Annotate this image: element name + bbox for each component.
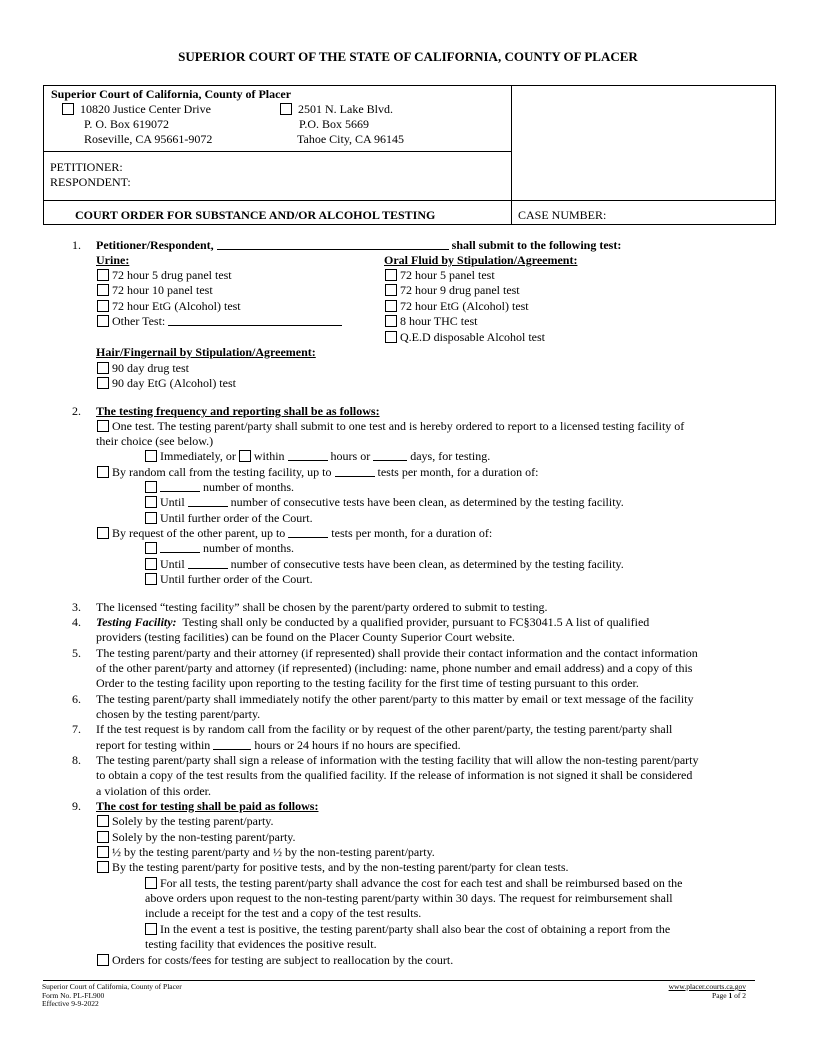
one-test-cont: their choice (see below.) — [96, 434, 214, 448]
footer-rule — [43, 980, 755, 981]
request-checkbox[interactable] — [97, 527, 109, 539]
s4-text: Testing Facility: Testing shall only be conducted by a qualified provider, pursuant to FC§3041.5 A list of qualified — [96, 615, 650, 629]
one-test-checkbox[interactable] — [97, 420, 109, 432]
s6-a: The testing parent/party shall immediately notify the other parent/party to this matter by email or text message of the facility — [96, 692, 694, 706]
oral-option: 72 hour 9 drug panel test — [385, 283, 520, 297]
cost-checkbox[interactable] — [97, 846, 109, 858]
report-hours-blank[interactable] — [213, 738, 251, 750]
s4-num: 4. — [72, 615, 81, 629]
random-call-checkbox[interactable] — [97, 466, 109, 478]
s8-c: a violation of this order. — [96, 784, 211, 798]
oral-option: Q.E.D disposable Alcohol test — [385, 330, 545, 344]
urine-checkbox[interactable] — [97, 284, 109, 296]
until-checkbox[interactable] — [145, 496, 157, 508]
cost-checkbox[interactable] — [97, 954, 109, 966]
random-call-option: By random call from the testing facility, up to tests per month, for a duration of: — [97, 465, 538, 479]
petitioner-label: PETITIONER: — [50, 160, 123, 174]
page-number: Page 1 of 2 — [712, 990, 746, 1000]
oral-option: 72 hour EtG (Alcohol) test — [385, 299, 529, 313]
cost-sub-option: For all tests, the testing parent/party shall advance the cost for each test and shall be reimbursed based on the — [145, 876, 683, 890]
one-test-option: One test. The testing parent/party shall submit to one test and is hereby ordered to report to a licensed testing facility of — [97, 419, 684, 433]
respondent-label: RESPONDENT: — [50, 175, 131, 189]
until-checkbox[interactable] — [145, 558, 157, 570]
s3-text: The licensed “testing facility” shall be chosen by the parent/party ordered to submit to testing. — [96, 600, 548, 614]
loc1-line3: Roseville, CA 95661-9072 — [84, 132, 213, 146]
hair-checkbox[interactable] — [97, 377, 109, 389]
party-name-blank[interactable] — [217, 238, 449, 250]
s7-a: If the test request is by random call from the facility or by request of the other parent/party, the testing parent/party shall — [96, 722, 673, 736]
hair-heading: Hair/Fingernail by Stipulation/Agreement: — [96, 345, 316, 359]
cost-option: Solely by the testing parent/party. — [97, 814, 274, 828]
loc1-line2: P. O. Box 619072 — [84, 117, 170, 131]
cost-sub-checkbox[interactable] — [145, 923, 157, 935]
months-blank[interactable] — [160, 541, 200, 553]
s1-num: 1. — [72, 238, 81, 252]
s2-heading: The testing frequency and reporting shall be as follows: — [96, 404, 380, 418]
urine-option: 72 hour 10 panel test — [97, 283, 213, 297]
request-further-row: Until further order of the Court. — [145, 572, 313, 586]
sub1b: above orders upon request to the non-testing parent/party within 30 days. The request for reimbursement shall — [145, 891, 673, 905]
urine-heading: Urine: — [96, 253, 130, 267]
hair-option: 90 day drug test — [97, 361, 189, 375]
s3-num: 3. — [72, 600, 81, 614]
loc2-line3: Tahoe City, CA 96145 — [297, 132, 405, 146]
cost-option: Orders for costs/fees for testing are subject to reallocation by the court. — [97, 953, 453, 967]
sub2b: testing facility that evidences the positive result. — [145, 937, 377, 951]
s6-b: chosen by the testing parent/party. — [96, 707, 261, 721]
request-months-row: number of months. — [145, 541, 294, 555]
s2-num: 2. — [72, 404, 81, 418]
oral-checkbox[interactable] — [385, 269, 397, 281]
oral-option: 72 hour 5 panel test — [385, 268, 495, 282]
months-blank[interactable] — [160, 480, 200, 492]
footer-left: Superior Court of California, County of Placer Form No. PL-FL900 Effective 9-9-2022 — [42, 982, 182, 1008]
consecutive-blank[interactable] — [188, 495, 228, 507]
oral-checkbox[interactable] — [385, 284, 397, 296]
s9-num: 9. — [72, 799, 81, 813]
cost-option: Solely by the non-testing parent/party. — [97, 830, 296, 844]
s6-num: 6. — [72, 692, 81, 706]
immediately-row: Immediately, or within hours or days, for testing. — [145, 449, 490, 463]
urine-option: Other Test: — [97, 314, 342, 328]
immediately-checkbox[interactable] — [145, 450, 157, 462]
cost-sub-option: In the event a test is positive, the testing parent/party shall also bear the cost of obtaining a report from the — [145, 922, 670, 936]
further-order-checkbox[interactable] — [145, 573, 157, 585]
cost-checkbox[interactable] — [97, 861, 109, 873]
s7-b: report for testing within hours or 24 hours if no hours are specified. — [96, 738, 461, 752]
oral-checkbox[interactable] — [385, 300, 397, 312]
cost-sub-checkbox[interactable] — [145, 877, 157, 889]
s8-a: The testing parent/party shall sign a release of information with the testing facility that will allow the non-testing parent/party — [96, 753, 699, 767]
s5-a: The testing parent/party and their attorney (if represented) shall provide their contact information and the contact information — [96, 646, 698, 660]
page-title: SUPERIOR COURT OF THE STATE OF CALIFORNIA, COUNTY OF PLACER — [178, 49, 638, 64]
cost-option: By the testing parent/party for positive tests, and by the non-testing parent/party for clean tests. — [97, 860, 569, 874]
cost-option: ½ by the testing parent/party and ½ by the non-testing parent/party. — [97, 845, 435, 859]
s8-b: to obtain a copy of the test results from the qualified facility. If the release of information is not signed it shall be considered — [96, 768, 693, 782]
oral-checkbox[interactable] — [385, 331, 397, 343]
random-further-row: Until further order of the Court. — [145, 511, 313, 525]
s9-heading: The cost for testing shall be paid as follows: — [96, 799, 319, 813]
cost-checkbox[interactable] — [97, 831, 109, 843]
s7-num: 7. — [72, 722, 81, 736]
request-tests-blank[interactable] — [288, 526, 328, 538]
random-months-row: number of months. — [145, 480, 294, 494]
urine-checkbox[interactable] — [97, 300, 109, 312]
oral-option: 8 hour THC test — [385, 314, 477, 328]
consecutive-blank[interactable] — [188, 557, 228, 569]
location-tahoe-checkbox[interactable] — [280, 103, 292, 115]
loc2-line2: P.O. Box 5669 — [299, 117, 370, 131]
s8-num: 8. — [72, 753, 81, 767]
oral-heading: Oral Fluid by Stipulation/Agreement: — [384, 253, 578, 267]
s4-text-b: providers (testing facilities) can be found on the Placer County Superior Court website. — [96, 630, 515, 644]
months-checkbox[interactable] — [145, 542, 157, 554]
location-roseville-checkbox[interactable] — [62, 103, 74, 115]
urine-option: 72 hour EtG (Alcohol) test — [97, 299, 241, 313]
days-blank[interactable] — [373, 449, 407, 461]
months-checkbox[interactable] — [145, 481, 157, 493]
footer-right — [669, 983, 746, 1000]
hours-blank[interactable] — [288, 449, 328, 461]
urine-option: 72 hour 5 drug panel test — [97, 268, 232, 282]
s5-num: 5. — [72, 646, 81, 660]
cost-checkbox[interactable] — [97, 815, 109, 827]
s5-b: of the other parent/party and attorney (if represented) (including: name, phone number and email address) and a copy of this — [96, 661, 693, 675]
request-option: By request of the other parent, up to tests per month, for a duration of: — [97, 526, 492, 540]
random-until-row: Until number of consecutive tests have been clean, as determined by the testing facility. — [145, 495, 624, 509]
court-name: Superior Court of California, County of Placer — [51, 87, 292, 101]
hair-option: 90 day EtG (Alcohol) test — [97, 376, 236, 390]
order-title: COURT ORDER FOR SUBSTANCE AND/OR ALCOHOL TESTING — [75, 208, 436, 222]
location-roseville: 10820 Justice Center Drive — [62, 102, 211, 116]
court-website-link[interactable]: www.placer.courts.ca.gov — [668, 982, 746, 991]
hair-checkbox[interactable] — [97, 362, 109, 374]
within-checkbox[interactable] — [239, 450, 251, 462]
other-test-blank[interactable] — [168, 314, 342, 326]
location-tahoe: 2501 N. Lake Blvd. — [280, 102, 393, 116]
random-tests-blank[interactable] — [335, 465, 375, 477]
request-until-row: Until number of consecutive tests have been clean, as determined by the testing facility. — [145, 557, 624, 571]
s5-c: Order to the testing facility upon reporting to the testing facility for the first time of testing pursuant to this order. — [96, 676, 639, 690]
urine-checkbox[interactable] — [97, 269, 109, 281]
s1-lead: Petitioner/Respondent, shall submit to the following test: — [96, 238, 622, 252]
case-number-label: CASE NUMBER: — [518, 208, 607, 222]
oral-checkbox[interactable] — [385, 315, 397, 327]
sub1c: include a receipt for the test and a copy of the test results. — [145, 906, 422, 920]
further-order-checkbox[interactable] — [145, 512, 157, 524]
urine-checkbox[interactable] — [97, 315, 109, 327]
